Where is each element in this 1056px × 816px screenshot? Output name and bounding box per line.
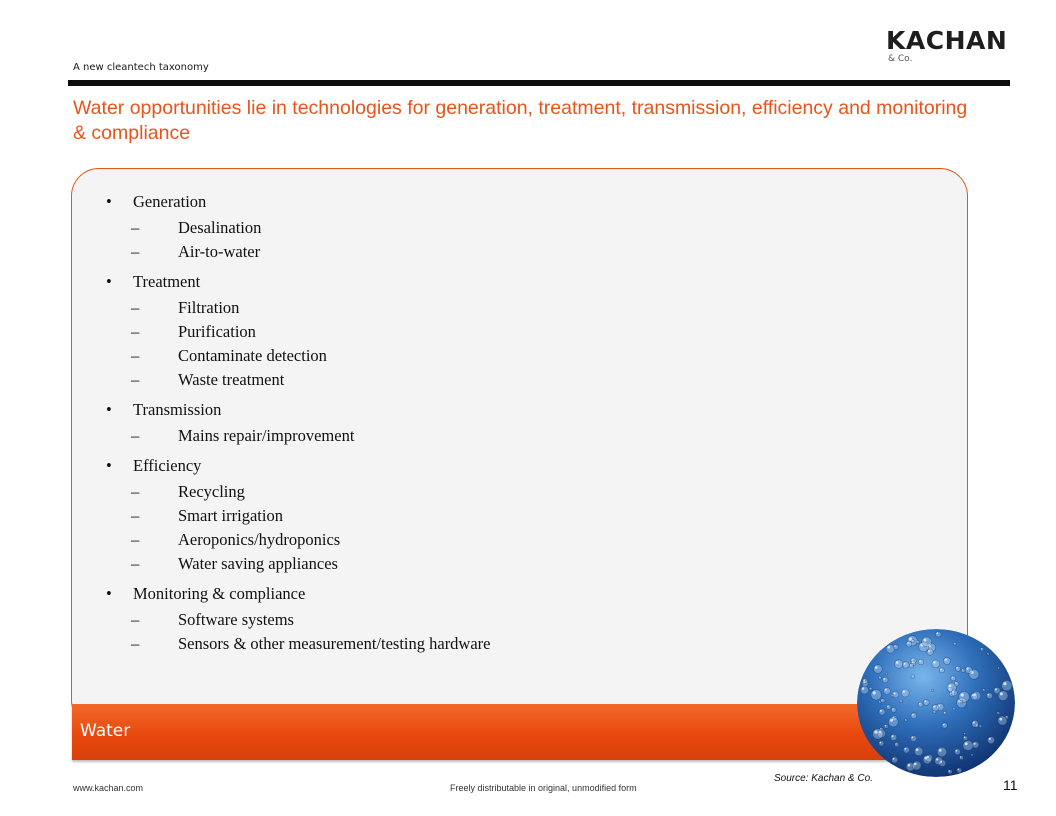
dash-icon: – bbox=[131, 218, 140, 237]
topic-transmission bbox=[104, 398, 544, 446]
bullet-icon: • bbox=[106, 456, 112, 475]
topic-list bbox=[104, 190, 544, 654]
slide-title: Water opportunities lie in technologies for generation, treatment, transmission, efficiency and monitoring & compliance bbox=[73, 97, 968, 144]
list-item: – Smart irrigation bbox=[131, 506, 283, 525]
list-item: – Purification bbox=[131, 322, 256, 341]
dash-icon: – bbox=[131, 346, 140, 365]
water-banner bbox=[72, 704, 932, 760]
list-item: – Software systems bbox=[131, 610, 294, 629]
list-item: – Contaminate detection bbox=[131, 346, 327, 365]
bullet-icon: • bbox=[106, 584, 112, 603]
footer-url: www.kachan.com bbox=[73, 783, 144, 793]
dash-icon: – bbox=[131, 506, 140, 525]
topic-efficiency bbox=[104, 454, 544, 574]
topic-treatment bbox=[104, 270, 544, 390]
topic-generation bbox=[104, 190, 544, 262]
list-item: – Desalination bbox=[131, 218, 262, 237]
dash-icon: – bbox=[131, 482, 140, 501]
topic-label: Transmission bbox=[133, 400, 222, 419]
topic-label: Monitoring & compliance bbox=[133, 584, 306, 603]
dash-icon: – bbox=[131, 322, 140, 341]
list-item: – Filtration bbox=[131, 298, 240, 317]
topic-label: Treatment bbox=[133, 272, 201, 291]
list-item: – Aeroponics/hydroponics bbox=[131, 530, 341, 549]
source-note: Source: Kachan & Co. bbox=[774, 773, 873, 784]
header-rule bbox=[68, 80, 1010, 86]
list-item: – Recycling bbox=[131, 482, 245, 501]
water-droplets-image bbox=[857, 629, 1015, 777]
list-item: – Air-to-water bbox=[131, 242, 261, 261]
list-item: – Sensors & other measurement/testing hardware bbox=[131, 634, 491, 653]
dash-icon: – bbox=[131, 610, 140, 629]
page-number: 11 bbox=[1003, 777, 1018, 793]
header-tagline: A new cleantech taxonomy bbox=[73, 62, 209, 73]
dash-icon: – bbox=[131, 242, 140, 261]
list-item: – Waste treatment bbox=[131, 370, 285, 389]
dash-icon: – bbox=[131, 634, 140, 653]
list-item: – Water saving appliances bbox=[131, 554, 338, 573]
bullet-icon: • bbox=[106, 400, 112, 419]
banner-label: Water bbox=[80, 721, 131, 741]
list-item: – Mains repair/improvement bbox=[131, 426, 355, 445]
topic-label: Generation bbox=[133, 192, 207, 211]
dash-icon: – bbox=[131, 298, 140, 317]
dash-icon: – bbox=[131, 530, 140, 549]
dash-icon: – bbox=[131, 554, 140, 573]
topic-monitoring-compliance bbox=[104, 582, 544, 654]
dash-icon: – bbox=[131, 370, 140, 389]
bullet-icon: • bbox=[106, 272, 112, 291]
topic-label: Efficiency bbox=[133, 456, 202, 475]
dash-icon: – bbox=[131, 426, 140, 445]
footer-note: Freely distributable in original, unmodified form bbox=[450, 783, 637, 793]
logo-kachan: KACHAN bbox=[886, 26, 1008, 55]
logo-subtitle: & Co. bbox=[888, 54, 913, 64]
bullet-icon: • bbox=[106, 192, 112, 211]
